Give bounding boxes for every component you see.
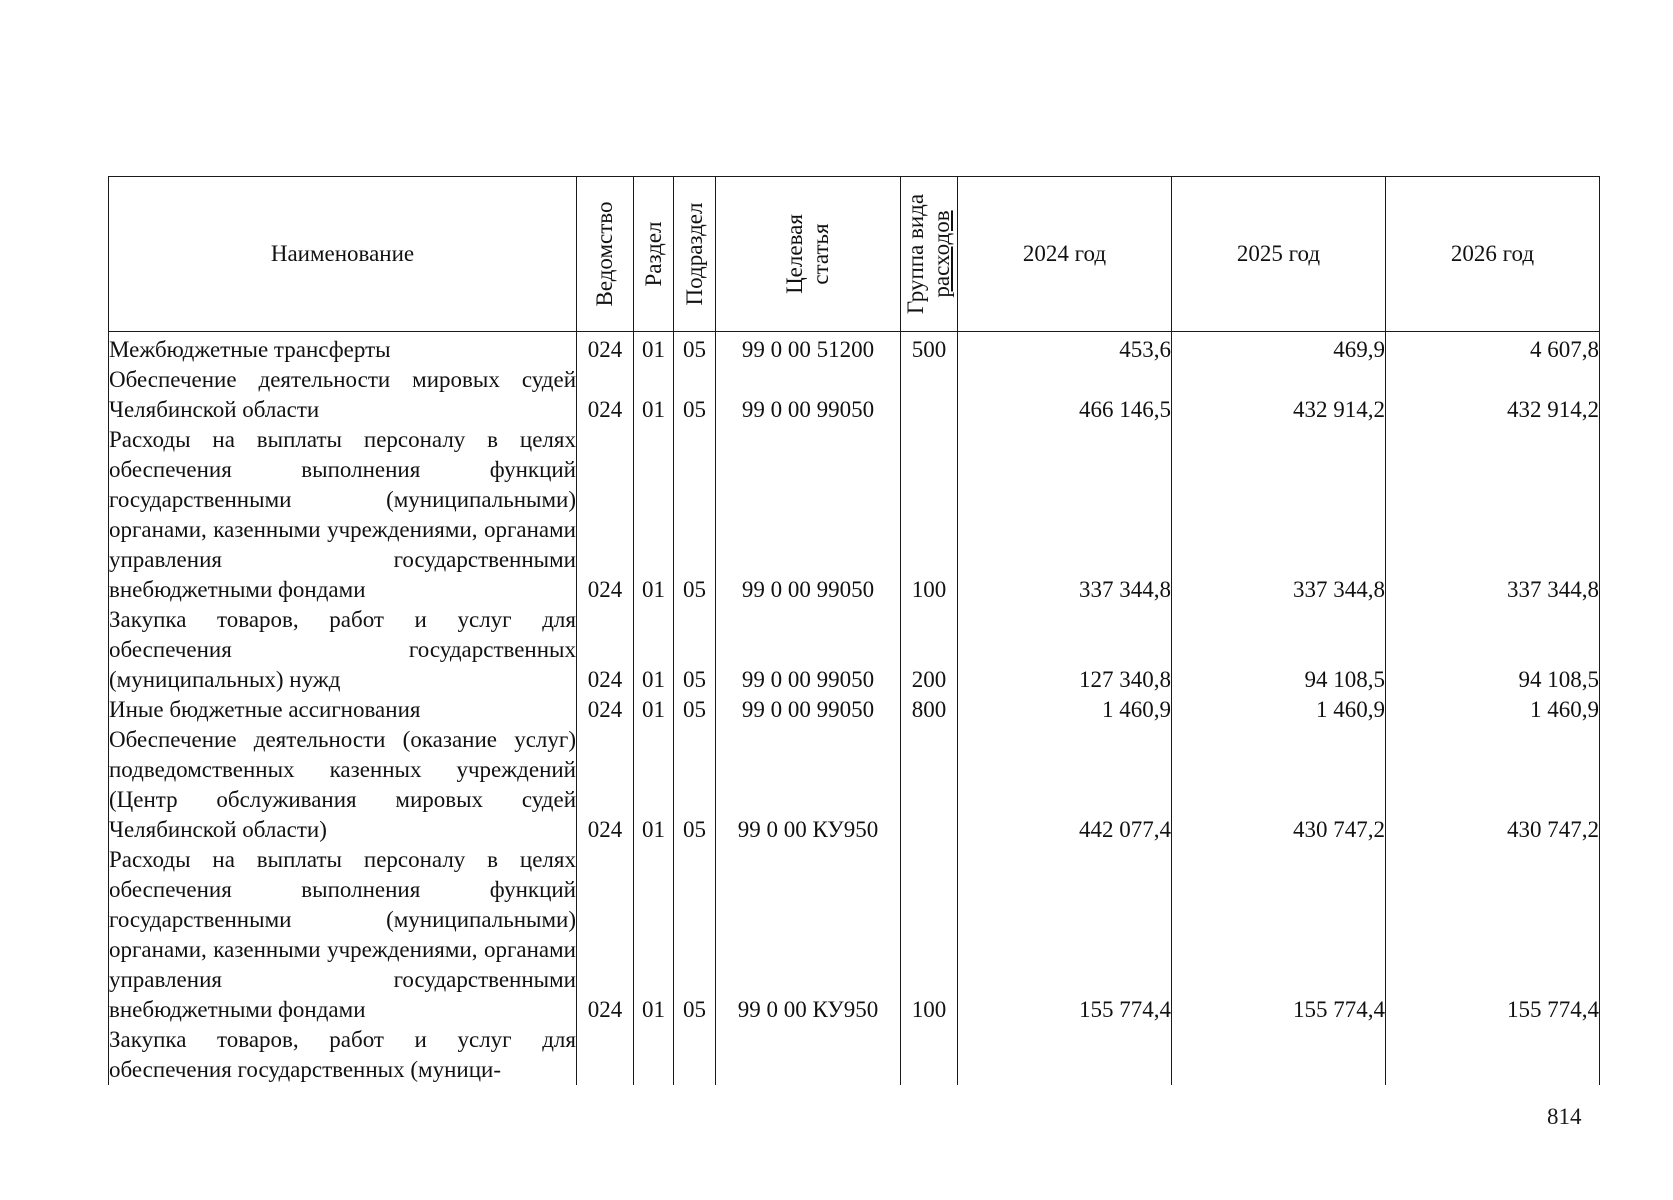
row-2026 [1386,1025,1600,1085]
row-section: 01 [634,332,674,366]
row-section: 01 [634,605,674,695]
table-row [109,725,1600,845]
row-name: Закупка товаров, работ и услуг для обеспечения государственных (муници- [109,1025,577,1085]
table-row [109,845,1600,1025]
row-group: 100 [901,845,958,1025]
header-target-article: Целевая статья [716,177,901,332]
row-2024 [958,1025,1172,1085]
row-group [901,725,958,845]
row-subsection: 05 [674,725,716,845]
row-dept: 024 [577,695,634,725]
row-section: 01 [634,695,674,725]
row-2024: 466 146,5 [958,365,1172,425]
row-2026: 337 344,8 [1386,425,1600,605]
row-article: 99 0 00 99050 [716,605,901,695]
row-name: Иные бюджетные ассигнования [109,695,577,725]
row-subsection [674,1025,716,1085]
table-row [109,695,1600,725]
row-group [901,365,958,425]
header-name: Наименование [109,177,577,332]
row-2026: 155 774,4 [1386,845,1600,1025]
header-subsection: Подраздел [674,177,716,332]
row-2025: 432 914,2 [1172,365,1386,425]
row-dept: 024 [577,332,634,366]
row-2025: 337 344,8 [1172,425,1386,605]
row-2024: 453,6 [958,332,1172,366]
table-row [109,365,1600,425]
row-section [634,1025,674,1085]
row-article: 99 0 00 99050 [716,695,901,725]
row-section: 01 [634,365,674,425]
table-row [109,605,1600,695]
row-name: Обеспечение деятельности (оказание услуг) подведомственных казенных учреждений (Центр обслуживания мировых судей Челябинской области) [109,725,577,845]
row-name: Закупка товаров, работ и услуг для обеспечения государственных (муниципальных) нужд [109,605,577,695]
row-name: Расходы на выплаты персоналу в целях обеспечения выполнения функций государственными (муниципальными) органами, казенными учреждениями, органами управления государственными внебюджетными фондами [109,425,577,605]
row-section: 01 [634,425,674,605]
row-2025: 1 460,9 [1172,695,1386,725]
row-2026: 1 460,9 [1386,695,1600,725]
row-section: 01 [634,725,674,845]
row-subsection: 05 [674,332,716,366]
row-article [716,1025,901,1085]
header-2025: 2025 год [1172,177,1386,332]
row-subsection: 05 [674,695,716,725]
row-2025: 94 108,5 [1172,605,1386,695]
row-dept: 024 [577,605,634,695]
row-2024: 155 774,4 [958,845,1172,1025]
row-subsection: 05 [674,605,716,695]
row-section: 01 [634,845,674,1025]
header-section: Раздел [634,177,674,332]
header-2024: 2024 год [958,177,1172,332]
row-name: Расходы на выплаты персоналу в целях обеспечения выполнения функций государственными (муниципальными) органами, казенными учреждениями, органами управления государственными внебюджетными фондами [109,845,577,1025]
row-2026: 4 607,8 [1386,332,1600,366]
row-2026: 432 914,2 [1386,365,1600,425]
page-number: 814 [1547,1104,1582,1129]
row-dept: 024 [577,425,634,605]
row-dept: 024 [577,845,634,1025]
row-2025: 155 774,4 [1172,845,1386,1025]
table-header-row [109,177,1600,332]
row-subsection: 05 [674,365,716,425]
header-expense-group: Группа вида расходов [901,177,958,332]
row-article: 99 0 00 99050 [716,365,901,425]
row-group: 800 [901,695,958,725]
row-dept: 024 [577,365,634,425]
row-2025: 430 747,2 [1172,725,1386,845]
row-article: 99 0 00 КУ950 [716,725,901,845]
row-2024: 442 077,4 [958,725,1172,845]
row-2024: 1 460,9 [958,695,1172,725]
row-group: 100 [901,425,958,605]
row-article: 99 0 00 КУ950 [716,845,901,1025]
header-2026: 2026 год [1386,177,1600,332]
row-article: 99 0 00 99050 [716,425,901,605]
row-article: 99 0 00 51200 [716,332,901,366]
table-row [109,425,1600,605]
row-2024: 337 344,8 [958,425,1172,605]
row-2026: 430 747,2 [1386,725,1600,845]
row-2025 [1172,1025,1386,1085]
row-group: 500 [901,332,958,366]
row-dept: 024 [577,725,634,845]
row-2026: 94 108,5 [1386,605,1600,695]
row-dept [577,1025,634,1085]
table-row [109,1025,1600,1085]
row-2024: 127 340,8 [958,605,1172,695]
row-group: 200 [901,605,958,695]
row-subsection: 05 [674,845,716,1025]
row-2025: 469,9 [1172,332,1386,366]
row-name: Межбюджетные трансферты [109,332,577,366]
budget-table [108,176,1600,1085]
header-department: Ведомство [577,177,634,332]
row-group [901,1025,958,1085]
table-row [109,332,1600,366]
row-name: Обеспечение деятельности мировых судей Челябинской области [109,365,577,425]
row-subsection: 05 [674,425,716,605]
